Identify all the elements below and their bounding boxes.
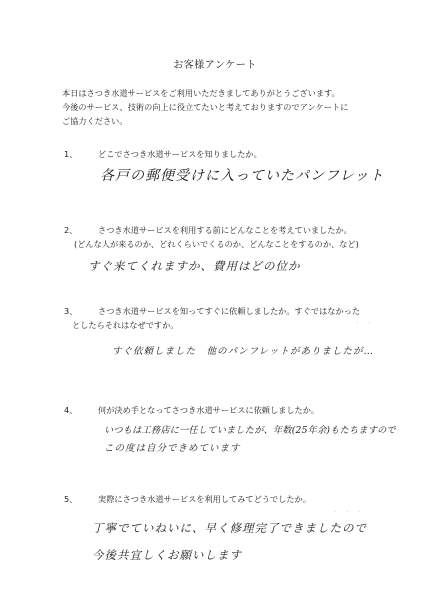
answer-4-line-1: いつもは工務店に一任していましたが、年数(25年余)もたちますので	[104, 425, 396, 436]
question-number: 3、	[64, 306, 78, 316]
question-5	[64, 492, 414, 506]
question-text: 実際にさつき水道サービスを利用してみてどうでしたか。	[98, 494, 311, 504]
answer-5-line-2: 今後共宜しくお願いします	[92, 548, 242, 562]
question-4	[64, 403, 414, 417]
question-number: 4、	[64, 405, 78, 415]
intro-text	[62, 86, 402, 128]
answer-4-line-2: この度は自分できめています	[104, 443, 241, 454]
question-1	[64, 147, 414, 161]
question-text: どこでさつき水道サービスを知りましたか。	[98, 149, 262, 159]
intro-line: 今後のサービス、技術の向上に役立てたいと考えておりますのでアンケートに	[62, 102, 349, 112]
answer-2: すぐ来てくれますか、費用はどの位か	[88, 259, 301, 273]
question-number: 5、	[64, 494, 78, 504]
question-subtext: としたらそれはなぜですか。	[72, 320, 179, 330]
question-2	[64, 223, 414, 251]
question-subtext: (どんな人が来るのか、どれくらいでくるのか、どんなことをするのか、など)	[74, 239, 359, 249]
question-text: 何が決め手となってさつき水道サービスに依頼しましたか。	[98, 405, 320, 415]
question-text: さつき水道サービスを利用する前にどんなことを考えていましたか。	[98, 225, 352, 235]
answer-1: 各戸の郵便受けに入っていたパンフレット	[100, 168, 385, 184]
question-number: 2、	[64, 225, 78, 235]
bleed-through-mark: ・ ・	[352, 319, 373, 329]
bleed-through-mark: ・ ・ ・	[330, 508, 363, 518]
intro-line: ご協力ください。	[62, 116, 128, 126]
question-text: さつき水道サービスを知ってすぐに依頼しましたか。すぐではなかった	[98, 306, 361, 316]
page-title: お客様アンケート	[173, 60, 257, 71]
answer-3: すぐ依頼しました 他のパンフレットがありましたが…	[112, 346, 375, 357]
intro-line: 本日はさつき水道サービスをご利用いただきましてありがとうございます。	[62, 88, 340, 98]
answer-5-line-1: 丁寧でていねいに、早く修理完了できましたので	[92, 521, 367, 535]
question-number: 1、	[64, 149, 78, 159]
